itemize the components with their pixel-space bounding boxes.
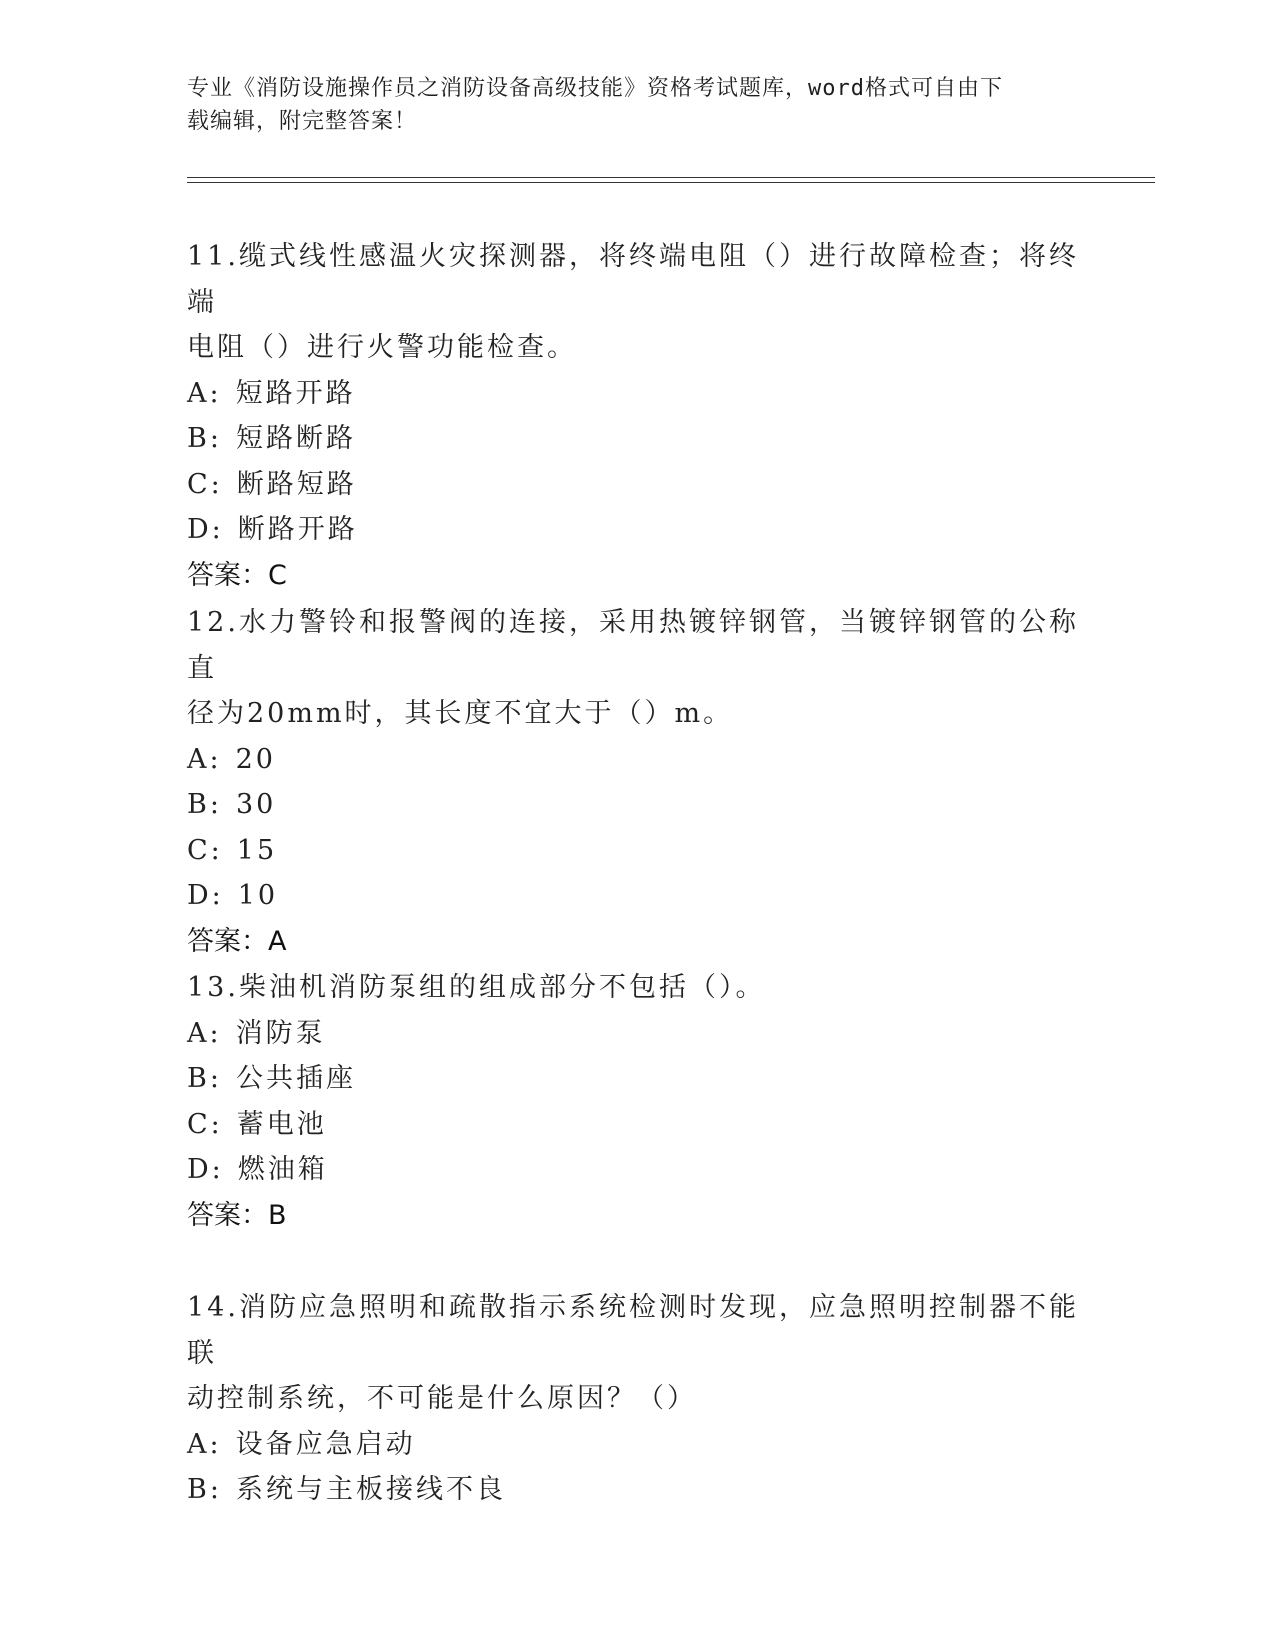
- option-text: 30: [235, 789, 277, 820]
- option-text: 短路开路: [235, 377, 356, 409]
- option-text: 设备应急启动: [235, 1428, 416, 1460]
- option-text: 公共插座: [235, 1063, 356, 1094]
- option-b: [187, 1056, 1087, 1102]
- answer-line: 答案：B: [187, 1199, 287, 1231]
- question-stem-line: 11.缆式线性感温火灾探测器，将终端电阻（）进行故障检查；将终端: [187, 241, 1079, 318]
- option-b: [187, 1467, 1087, 1513]
- option-text: 断路短路: [236, 468, 357, 500]
- option-d: [187, 507, 1087, 553]
- question-stem-line: 电阻（）进行火警功能检查。: [187, 332, 577, 363]
- option-letter: C:: [187, 834, 223, 866]
- question-13: [187, 965, 1087, 1238]
- question-stem: [187, 600, 1087, 737]
- header-divider-bottom: [187, 182, 1155, 183]
- question-stem: [187, 965, 1087, 1011]
- option-text: 20: [235, 743, 276, 775]
- answer-line: 答案：C: [187, 559, 287, 591]
- option-text: 短路断路: [235, 423, 356, 454]
- option-letter: C:: [187, 1108, 223, 1140]
- option-c: [187, 462, 1087, 508]
- question-11: [187, 234, 1087, 598]
- option-b: [187, 416, 1087, 462]
- question-stem-line: 14.消防应急照明和疏散指示系统检测时发现，应急照明控制器不能联: [187, 1292, 1079, 1369]
- question-stem-line: 13.柴油机消防泵组的组成部分不包括（）。: [187, 972, 766, 1003]
- option-letter: B:: [187, 1474, 222, 1505]
- option-letter: B:: [187, 1063, 222, 1094]
- option-letter: D:: [187, 514, 224, 545]
- option-letter: A:: [187, 743, 222, 775]
- option-letter: A:: [187, 1428, 222, 1460]
- option-a: [187, 371, 1087, 417]
- option-letter: A:: [187, 1017, 222, 1049]
- option-letter: C:: [187, 468, 223, 500]
- option-letter: D:: [187, 880, 224, 911]
- option-text: 断路开路: [237, 514, 358, 545]
- option-text: 蓄电池: [236, 1108, 327, 1140]
- option-letter: D:: [187, 1154, 224, 1185]
- question-14: [187, 1285, 1087, 1513]
- question-stem-line: 动控制系统，不可能是什么原因？（）: [187, 1383, 697, 1414]
- option-letter: B:: [187, 423, 222, 454]
- option-a: [187, 737, 1087, 783]
- question-stem-line: 12.水力警铃和报警阀的连接，采用热镀锌钢管，当镀锌钢管的公称直: [187, 607, 1079, 684]
- option-letter: A:: [187, 377, 222, 409]
- option-d: [187, 873, 1087, 919]
- option-d: [187, 1147, 1087, 1193]
- question-stem-line: 径为20mm时，其长度不宜大于（）m。: [187, 698, 734, 729]
- option-a: [187, 1011, 1087, 1057]
- header-divider-top: [187, 177, 1155, 178]
- option-text: 系统与主板接线不良: [235, 1474, 506, 1505]
- option-a: [187, 1422, 1087, 1468]
- header-line-2: 载编辑，附完整答案！: [187, 109, 418, 134]
- header-line-1: 专业《消防设施操作员之消防设备高级技能》资格考试题库，word格式可自由下: [187, 76, 1003, 101]
- option-text: 15: [236, 834, 278, 866]
- option-text: 10: [237, 880, 279, 911]
- option-b: [187, 782, 1087, 828]
- option-text: 燃油箱: [237, 1154, 328, 1185]
- option-text: 消防泵: [235, 1017, 326, 1049]
- option-c: [187, 1102, 1087, 1148]
- question-stem: [187, 1285, 1087, 1422]
- document-header: [187, 72, 1087, 138]
- answer-line: 答案：A: [187, 925, 287, 957]
- option-c: [187, 828, 1087, 874]
- question-stem: [187, 234, 1087, 371]
- option-letter: B:: [187, 789, 222, 820]
- question-12: [187, 600, 1087, 964]
